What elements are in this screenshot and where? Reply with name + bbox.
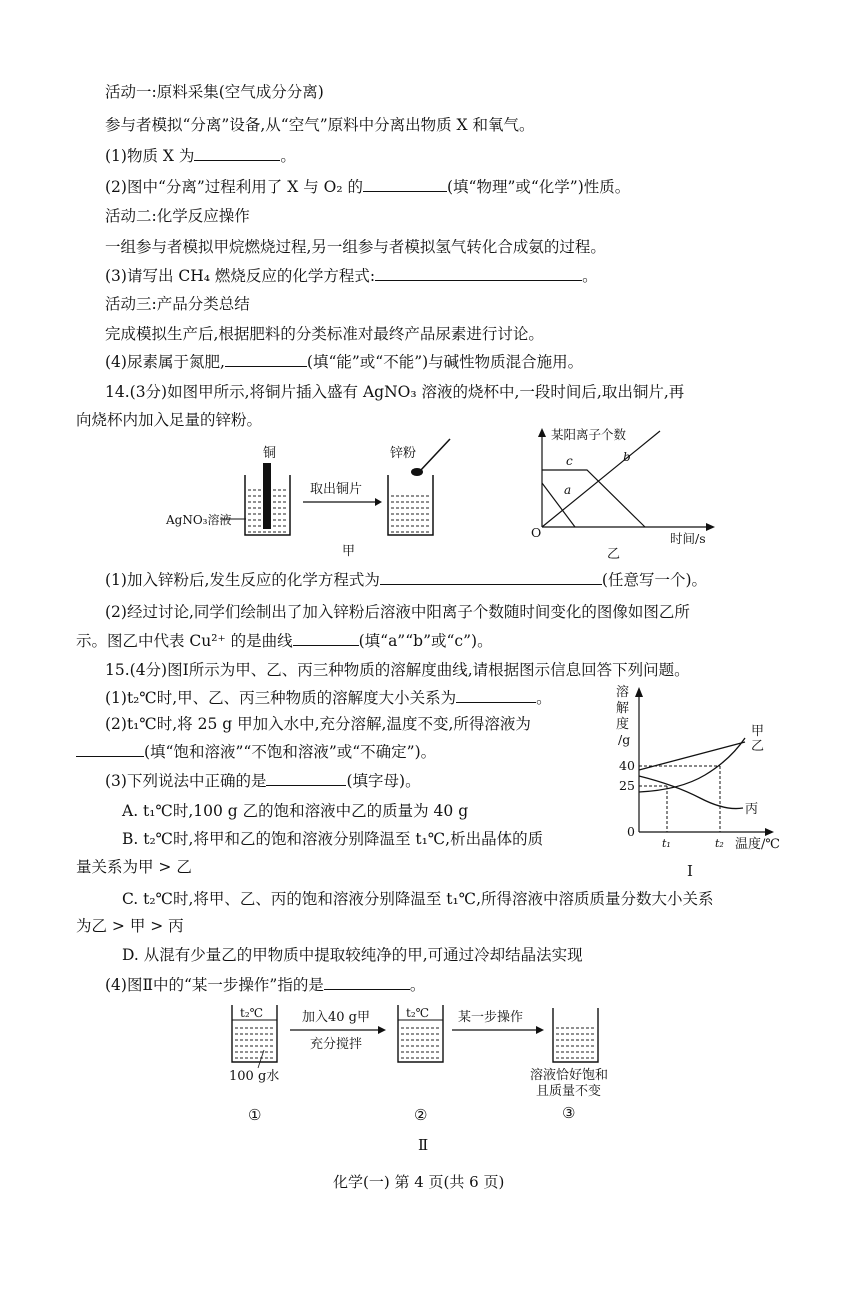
option-a: A. t₁℃时,100 g 乙的饱和溶液中乙的质量为 40 g [122,802,469,820]
figure-I [605,680,805,880]
beaker1-temp: t₂℃ [240,1006,264,1020]
yi-origin: O [531,525,542,540]
activity3-heading: 活动三:产品分类总结 [105,295,250,313]
option-c-line1: C. t₂℃时,将甲、乙、丙的饱和溶液分别降温至 t₁℃,所得溶液中溶质质量分数大小关系 [122,890,714,908]
answer-blank[interactable] [225,352,307,367]
series-yi: 乙 [751,739,765,754]
activity1-heading: 活动一:原料采集(空气成分分离) [105,83,324,101]
answer-blank[interactable] [293,631,359,646]
p15-question2-line1: (2)t₁℃时,将 25 g 甲加入水中,充分溶解,温度不变,所得溶液为 [105,715,531,733]
answer-blank[interactable] [380,570,602,585]
answer-blank[interactable] [363,177,447,192]
page-footer: 化学(一) 第 4 页(共 6 页) [333,1173,505,1191]
caption-II: Ⅱ [418,1136,429,1154]
answer-blank[interactable] [324,975,410,990]
p14-question1: (1)加入锌粉后,发生反应的化学方程式为 (任意写一个)。 [105,571,707,589]
question1: (1)物质 X 为 。 [105,147,296,165]
sol-ylabel-1: 溶 [616,685,630,700]
p14-stem-line2: 向烧杯内加入足量的锌粉。 [76,411,263,429]
step-1: ① [248,1106,262,1124]
figure-jia [160,435,470,565]
yi-xlabel: 时间/s [670,531,706,546]
option-d: D. 从混有少量乙的甲物质中提取较纯净的甲,可通过冷却结晶法实现 [122,946,583,964]
question3: (3)请写出 CH₄ 燃烧反应的化学方程式: 。 [105,267,598,285]
arrow1-top: 加入40 g甲 [302,1010,370,1025]
p14-question2-line2: 示。图乙中代表 Cu²⁺ 的是曲线 (填“a”“b”或“c”)。 [76,632,493,650]
arrow1-bottom: 充分搅拌 [310,1037,363,1052]
answer-blank[interactable] [76,742,144,757]
arrow-label: 取出铜片 [310,482,363,497]
step-2: ② [414,1106,428,1124]
curve-b [542,431,660,527]
curve-bing [639,776,743,809]
p15-stem: 15.(4分)图Ⅰ所示为甲、乙、丙三种物质的溶解度曲线,请根据图示信息回答下列问题。 [105,661,690,679]
sol-xtick-t1: t₁ [662,837,671,850]
sol-ytick-25: 25 [619,778,635,793]
answer-blank[interactable] [375,266,582,281]
question4: (4)尿素属于氮肥, (填“能”或“不能”)与碱性物质混合施用。 [105,353,584,371]
figure-yi [525,425,725,560]
option-b-line1: B. t₂℃时,将甲和乙的饱和溶液分别降温至 t₁℃,析出晶体的质 [122,830,544,848]
caption-yi: 乙 [607,547,621,560]
activity2-desc: 一组参与者模拟甲烷燃烧过程,另一组参与者模拟氢气转化合成氨的过程。 [105,238,606,256]
arrow2-top: 某一步操作 [458,1010,524,1025]
step-3: ③ [562,1104,576,1122]
answer-blank[interactable] [266,771,346,786]
series-jia: 甲 [751,724,765,739]
curve-a-label: a [564,483,572,497]
sol-ylabel-2: 解 [616,701,630,716]
sol-xlabel: 温度/℃ [735,837,780,852]
water-label: 100 g水 [229,1069,280,1084]
activity2-heading: 活动二:化学反应操作 [105,207,250,225]
answer-blank[interactable] [194,146,280,161]
question2: (2)图中“分离”过程利用了 X 与 O₂ 的 (填“物理”或“化学”)性质。 [105,178,631,196]
option-b-line2: 量关系为甲 > 乙 [76,858,192,876]
caption-I: Ⅰ [687,862,693,880]
sol-xtick-t2: t₂ [715,837,724,850]
beaker2-temp: t₂℃ [406,1006,430,1020]
zinc-label: 锌粉 [390,446,417,461]
copper-label: 铜 [263,446,277,461]
sol-yunit: /g [618,732,631,747]
result-line2: 且质量不变 [536,1084,602,1099]
p14-stem-line1: 14.(3分)如图甲所示,将铜片插入盛有 AgNO₃ 溶液的烧杯中,一段时间后,取出铜片,再 [105,383,685,401]
sol-ylabel-3: 度 [616,717,630,732]
activity3-desc: 完成模拟生产后,根据肥料的分类标准对最终产品尿素进行讨论。 [105,325,544,343]
answer-blank[interactable] [456,688,536,703]
option-c-line2: 为乙 > 甲 > 丙 [76,917,184,935]
series-bing: 丙 [745,802,759,817]
curve-b-label: b [623,450,631,464]
yi-ylabel: 某阳离子个数 [551,427,627,442]
solution-label: AgNO₃溶液 [166,513,232,527]
curve-c-label: c [566,454,573,468]
figure-II [220,1000,640,1160]
activity1-desc: 参与者模拟“分离”设备,从“空气”原料中分离出物质 X 和氧气。 [105,116,535,134]
sol-origin: 0 [627,824,635,839]
caption-jia: 甲 [342,544,356,559]
sol-ytick-40: 40 [619,758,635,773]
result-line1: 溶液恰好饱和 [530,1068,609,1083]
p15-question4: (4)图Ⅱ中的“某一步操作”指的是 。 [105,976,426,994]
copper-strip [263,463,271,529]
p15-question1: (1)t₂℃时,甲、乙、丙三种物质的溶解度大小关系为 。 [105,689,552,707]
p15-question2-line2: (填“饱和溶液”“不饱和溶液”或“不确定”)。 [76,742,436,762]
p14-question2-line1: (2)经过讨论,同学们绘制出了加入锌粉后溶液中阳离子个数随时间变化的图像如图乙所 [105,603,690,621]
p15-question3: (3)下列说法中正确的是 (填字母)。 [105,772,421,790]
curve-c [542,470,645,527]
